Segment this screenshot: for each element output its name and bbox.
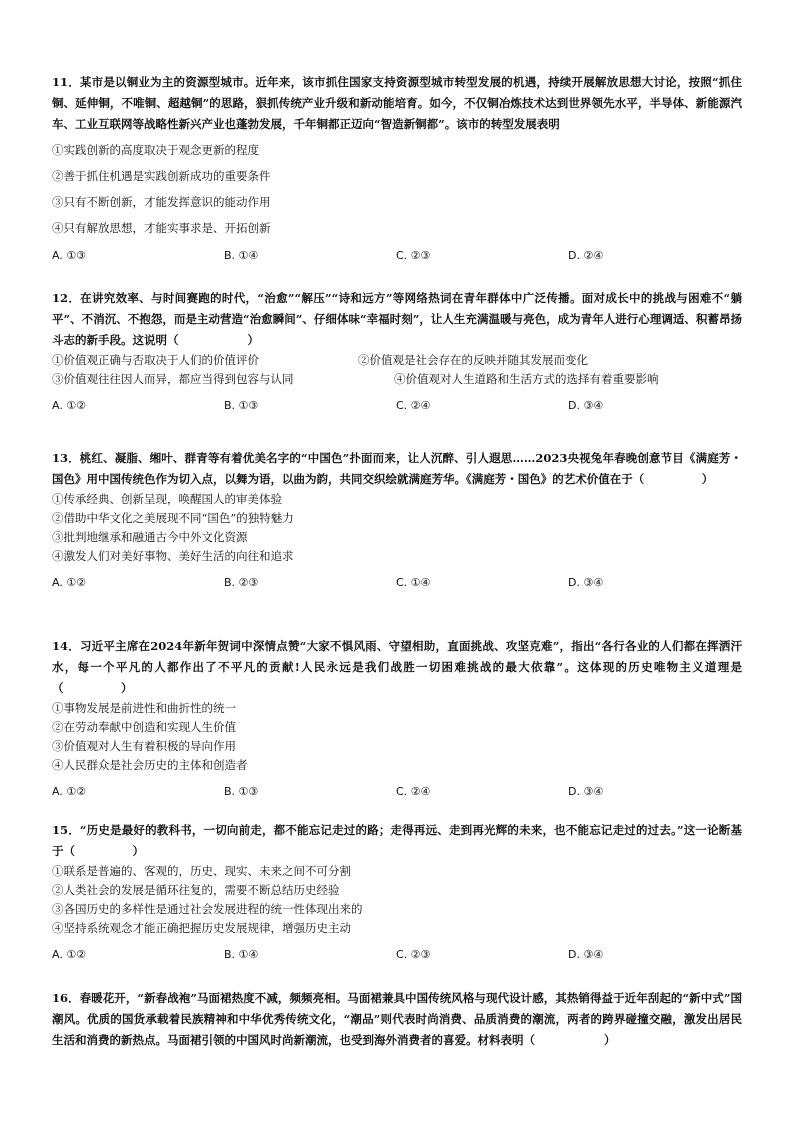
answer-choices	[52, 781, 742, 803]
answer-c[interactable]: C. ②④	[396, 785, 431, 798]
question-stem: 11．某市是以铜业为主的资源型城市。近年来，该市抓住国家支持资源型城市转型发展的机遇，持续开展解放思想大讨论，按照“抓住铜、延伸铜，不唯铜、超越铜”的思路，狠抓传统产业升级和新动能培育。如今，不仅铜冶炼技术达到世界领先水平，半导体、新能源汽车、工业互联网等战略性新兴产业也蓬勃发展，千年铜都正迈向“智造新铜都”。该市的转型发展表明	[52, 75, 742, 131]
option-3: ③价值观对人生有着积极的导向作用	[52, 739, 236, 753]
answer-a[interactable]: A. ①②	[52, 576, 87, 589]
option-4: ④人民群众是社会历史的主体和创造者	[52, 758, 248, 772]
option-4: ④价值观对人生道路和生活方式的选择有着重要影响	[394, 372, 659, 386]
question-16	[52, 988, 742, 1051]
answer-choices	[52, 572, 742, 594]
question-14	[52, 636, 742, 803]
answer-choices	[52, 395, 742, 417]
answer-c[interactable]: C. ②③	[396, 249, 431, 262]
question-12	[52, 288, 742, 417]
answer-b[interactable]: B. ②③	[224, 576, 259, 589]
question-stem: 15．“历史是最好的教科书，一切向前走，都不能忘记走过的路；走得再远、走到再光辉的未来，也不能忘记走过的过去。”这一论断基于（ ）	[52, 823, 742, 858]
answer-b[interactable]: B. ①④	[224, 948, 259, 961]
option-1: ①事物发展是前进性和曲折性的统一	[52, 701, 236, 715]
answer-d[interactable]: D. ③④	[568, 576, 604, 589]
option-3: ③各国历史的多样性是通过社会发展进程的统一性体现出来的	[52, 902, 363, 916]
option-4: ④坚持系统观念才能正确把握历史发展规律，增强历史主动	[52, 921, 351, 935]
question-13	[52, 448, 742, 594]
question-11	[52, 72, 742, 267]
answer-choices	[52, 944, 742, 966]
option-3: ③只有不断创新，才能发挥意识的能动作用	[52, 195, 271, 209]
question-stem: 16．春暖花开，“新春战袍”马面裙热度不减，频频亮相。马面裙兼具中国传统风格与现代设计感，其热销得益于近年刮起的“新中式”国潮风。优质的国货承载着民族精神和中华优秀传统文化，“潮品”则代表时尚消费、品质消费的潮流，两者的跨界碰撞交融，激发出居民生活和消费的新热点。马面裙引领的中国风时尚新潮流，也受到海外消费者的喜爱。材料表明（ ）	[52, 991, 742, 1047]
question-stem: 12．在讲究效率、与时间赛跑的时代，“治愈”“解压”“诗和远方”等网络热词在青年群体中广泛传播。面对成长中的挑战与困难不“躺平”、不消沉、不抱怨，而是主动营造“治愈瞬间”、仔细体味“幸福时刻”，让人生充满温暖与亮色，成为青年人进行心理调适、积蓄昂扬斗志的新手段。这说明（ ）	[52, 291, 742, 347]
answer-a[interactable]: A. ①②	[52, 785, 87, 798]
answer-a[interactable]: A. ①②	[52, 948, 87, 961]
option-1: ①联系是普遍的、客观的，历史、现实、未来之间不可分割	[52, 864, 351, 878]
answer-a[interactable]: A. ①②	[52, 399, 87, 412]
option-1: ①价值观正确与否取决于人们的价值评价	[52, 353, 259, 367]
answer-d[interactable]: D. ③④	[568, 948, 604, 961]
question-stem: 14．习近平主席在2024年新年贺词中深情点赞“大家不惧风雨、守望相助，直面挑战、攻坚克难”，指出“各行各业的人们都在挥洒汗水，每一个平凡的人都作出了不平凡的贡献!人民永远是我们战胜一切困难挑战的最大依靠”。这体现的历史唯物主义道理是（ ）	[52, 639, 742, 695]
answer-choices	[52, 245, 742, 267]
option-4: ④只有解放思想，才能实事求是、开拓创新	[52, 221, 271, 235]
answer-d[interactable]: D. ③④	[568, 785, 604, 798]
option-2: ②价值观是社会存在的反映并随其发展而变化	[358, 353, 588, 367]
option-2: ②借助中华文化之美展现不同“国色”的独特魅力	[52, 511, 294, 525]
answer-c[interactable]: C. ②④	[396, 399, 431, 412]
answer-c[interactable]: C. ①④	[396, 576, 431, 589]
answer-b[interactable]: B. ①③	[224, 785, 259, 798]
option-3: ③价值观往往因人而异，都应当得到包容与认同	[52, 372, 294, 386]
answer-d[interactable]: D. ③④	[568, 399, 604, 412]
answer-d[interactable]: D. ②④	[568, 249, 604, 262]
option-2: ②在劳动奉献中创造和实现人生价值	[52, 720, 236, 734]
answer-a[interactable]: A. ①③	[52, 249, 87, 262]
answer-b[interactable]: B. ①③	[224, 399, 259, 412]
option-row-1	[52, 351, 742, 370]
question-15	[52, 820, 742, 966]
option-1: ①传承经典、创新呈现，唤醒国人的审美体验	[52, 492, 282, 506]
option-1: ①实践创新的高度取决于观念更新的程度	[52, 143, 259, 157]
option-3: ③批判地继承和融通古今中外文化资源	[52, 530, 248, 544]
option-2: ②善于抓住机遇是实践创新成功的重要条件	[52, 169, 271, 183]
option-2: ②人类社会的发展是循环往复的，需要不断总结历史经验	[52, 883, 340, 897]
question-stem: 13．桃红、凝脂、缃叶、群青等有着优美名字的“中国色”扑面而来，让人沉醉、引人遐思……2023央视兔年春晚创意节目《满庭芳・国色》用中国传统色作为切入点，以舞为语，以曲为韵，共同交织绘就满庭芳华。《满庭芳・国色》的艺术价值在于（ ）	[52, 451, 742, 486]
option-4: ④激发人们对美好事物、美好生活的向往和追求	[52, 549, 294, 563]
answer-c[interactable]: C. ②③	[396, 948, 431, 961]
option-row-2	[52, 370, 742, 389]
answer-b[interactable]: B. ①④	[224, 249, 259, 262]
